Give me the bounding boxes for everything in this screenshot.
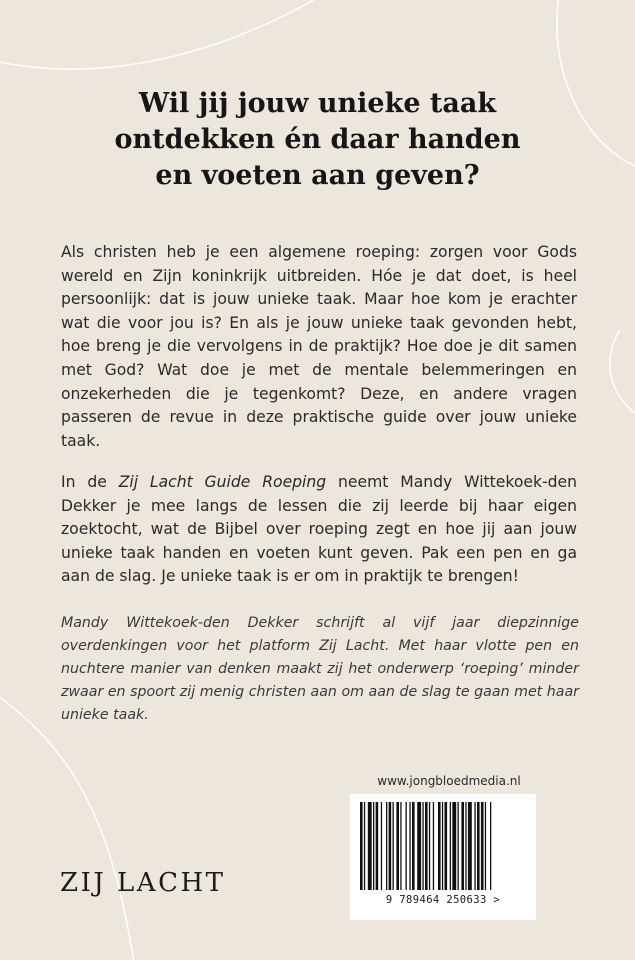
headline-line-1: Wil jij jouw unieke taak — [138, 88, 497, 119]
headline — [40, 86, 595, 194]
headline-line-3: en voeten aan geven? — [155, 160, 480, 191]
book-title: Zij Lacht Guide Roeping — [118, 473, 327, 491]
intro-paragraph: Als christen heb je een algemene roeping: zorgen voor Gods wereld en Zijn koninkrijk uitbreiden. Hóe je dat doet, is heel persoonlijk: dat is jouw unieke taak. Maar hoe kom je erachter wat die voor jou is? En als je jouw unieke taak gevonden hebt, hoe breng je die vervolgens in de praktijk? Hoe doe je dit samen met God? Wat doe je met de mentale belemmeringen en onzekerheden die je tegenkomt? Deze, en andere vragen passeren de revue in deze praktische guide over jouw unieke taak. — [61, 243, 577, 450]
headline-line-2: ontdekken én daar handen — [114, 124, 521, 155]
guide-paragraph-intro: In de — [61, 473, 119, 491]
zij-lacht-logo: ZIJ LACHT — [60, 868, 226, 898]
guide-paragraph-rest: neemt Mandy Wittekoek-den Dekker je mee langs de lessen die zij leerde bij haar eigen zoektocht, wat de Bijbel over roeping zegt en hoe jij aan jouw unieke taak handen en voeten kunt geven. Pak een pen en ga aan de slag. Je unieke taak is er om in praktijk te brengen! — [61, 473, 578, 586]
isbn-number: 9 789464 250633 > — [385, 894, 501, 906]
publisher-url: www.jongbloedmedia.nl — [377, 774, 521, 788]
author-bio: Mandy Wittekoek-den Dekker schrijft al vijf jaar diepzinnige overdenkingen voor het platform Zij Lacht. Met haar vlotte pen en nuchtere manier van denken maakt zij het onderwerp ‘roeping’ minder zwaar en spoort zij menig christen aan om aan de slag te gaan met haar unieke taak. — [61, 615, 579, 723]
isbn-barcode — [350, 794, 536, 920]
guide-paragraph — [61, 471, 577, 589]
